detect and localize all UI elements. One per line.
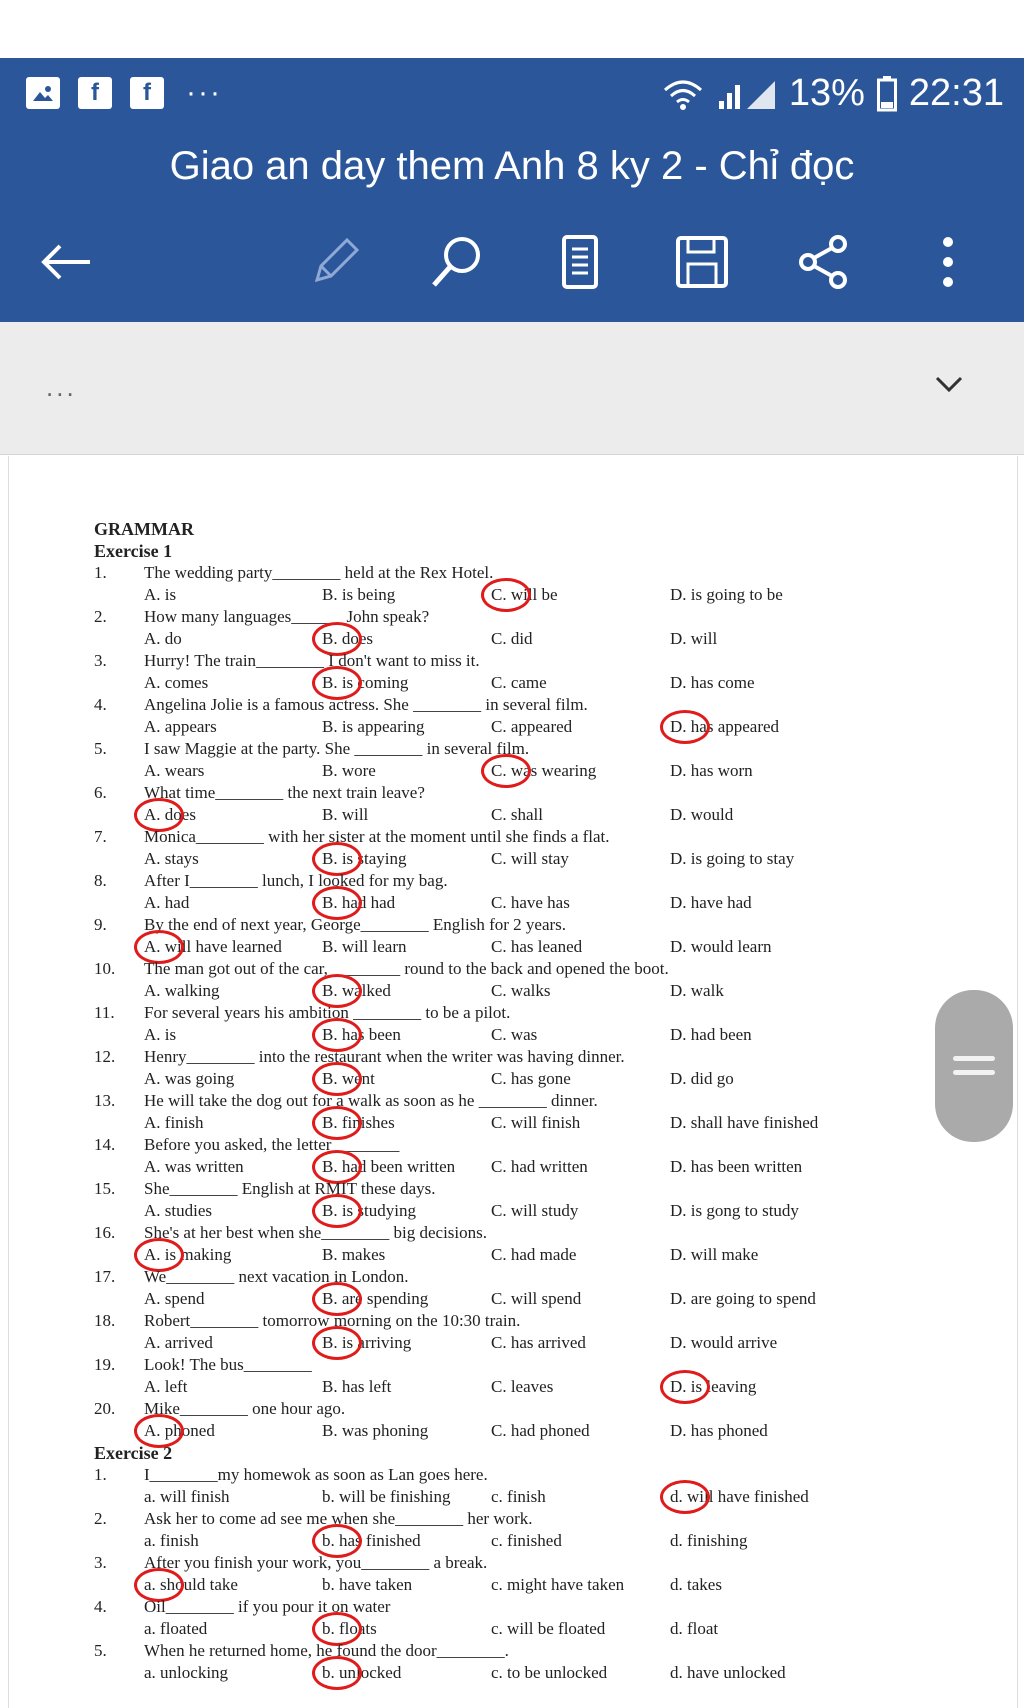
question-text: She's at her best when she________ big decisions.	[144, 1223, 488, 1242]
answer-option: C. shall	[491, 805, 543, 824]
question-number: 2.	[94, 607, 107, 626]
answer-option: B. wore	[322, 761, 376, 780]
question-number: 12.	[94, 1047, 116, 1066]
answer-option: C. will finish	[491, 1113, 581, 1132]
section-heading: GRAMMAR	[94, 519, 194, 539]
exercise-2-title: Exercise 2	[94, 1443, 173, 1463]
question	[94, 1552, 934, 1574]
answer-options	[94, 672, 934, 694]
answer-options	[94, 980, 934, 1002]
answer-option: D. has worn	[670, 761, 753, 780]
document-content	[94, 518, 934, 1684]
question	[94, 1046, 934, 1068]
answer-option: C. has gone	[491, 1069, 571, 1088]
answer-option: B. has left	[322, 1377, 392, 1396]
answer-options	[94, 936, 934, 958]
answer-options	[94, 1332, 934, 1354]
question-text: What time________ the next train leave?	[144, 783, 425, 802]
question	[94, 914, 934, 936]
answer-option: C. will stay	[491, 849, 569, 868]
exercise-1-title: Exercise 1	[94, 541, 173, 561]
question-text: Henry________ into the restaurant when the writer was having dinner.	[144, 1047, 625, 1066]
answer-option: B. had been written	[322, 1157, 456, 1176]
answer-option: D. would learn	[670, 937, 772, 956]
answer-options	[94, 1200, 934, 1222]
question	[94, 694, 934, 716]
answer-options	[94, 1530, 934, 1552]
answer-option: A. finish	[144, 1113, 204, 1132]
grip-line	[953, 1070, 995, 1075]
question-text: I saw Maggie at the party. She ________ in several film.	[144, 739, 530, 758]
question	[94, 562, 934, 584]
answer-option: A. was going	[144, 1069, 235, 1088]
answer-option: C. was	[491, 1025, 538, 1044]
answer-option: a. will finish	[144, 1487, 230, 1506]
save-icon	[674, 234, 730, 290]
answer-option: A. phoned	[144, 1421, 215, 1440]
answer-option: D. did go	[670, 1069, 734, 1088]
search-button[interactable]	[425, 230, 489, 294]
answer-option: C. had made	[491, 1245, 577, 1264]
answer-option: b. floats	[322, 1619, 377, 1638]
exercise-2-list	[94, 1464, 934, 1684]
share-icon	[796, 234, 852, 290]
answer-options	[94, 1376, 934, 1398]
search-icon	[428, 233, 486, 291]
question-number: 7.	[94, 827, 107, 846]
question-text: Before you asked, the letter________	[144, 1135, 400, 1154]
answer-options	[94, 1244, 934, 1266]
answer-option: B. are spending	[322, 1289, 429, 1308]
question	[94, 1508, 934, 1530]
question	[94, 782, 934, 804]
answer-option: a. unlocking	[144, 1663, 229, 1682]
question	[94, 826, 934, 848]
answer-option: D. would arrive	[670, 1333, 778, 1352]
answer-option: D. would	[670, 805, 734, 824]
answer-option: B. walked	[322, 981, 391, 1000]
answer-option: A. comes	[144, 673, 209, 692]
answer-option: A. is	[144, 1025, 177, 1044]
system-status	[661, 72, 1004, 115]
question	[94, 1222, 934, 1244]
answer-option: A. walking	[144, 981, 220, 1000]
ribbon-collapsed-bar	[0, 322, 1024, 455]
answer-option: D. is going to be	[670, 585, 783, 604]
question-number: 2.	[94, 1509, 107, 1528]
question-text: Ask her to come ad see me when she________ her work.	[144, 1509, 533, 1528]
clock: 22:31	[908, 72, 1004, 114]
document-view-icon	[558, 233, 602, 291]
answer-option: C. appeared	[491, 717, 573, 736]
answer-options	[94, 1156, 934, 1178]
question-number: 6.	[94, 783, 107, 802]
answer-option: D. will make	[670, 1245, 759, 1264]
signal-icon	[717, 77, 777, 111]
expand-ribbon-button[interactable]	[934, 374, 964, 399]
answer-option: D. has come	[670, 673, 755, 692]
wifi-icon	[661, 76, 705, 112]
question-text: I________my homewok as soon as Lan goes here.	[144, 1465, 488, 1484]
answer-option: a. should take	[144, 1575, 238, 1594]
answer-option: B. is arriving	[322, 1333, 412, 1352]
answer-option: B. went	[322, 1069, 375, 1088]
question	[94, 1090, 934, 1112]
question-number: 18.	[94, 1311, 116, 1330]
answer-option: C. will study	[491, 1201, 579, 1220]
question-number: 5.	[94, 1641, 107, 1660]
question	[94, 1178, 934, 1200]
answer-option: A. do	[144, 629, 182, 648]
answer-options	[94, 1112, 934, 1134]
answer-option: c. will be floated	[491, 1619, 606, 1638]
answer-option: C. did	[491, 629, 533, 648]
question-text: Monica________ with her sister at the moment until she finds a flat.	[144, 827, 610, 846]
answer-option: C. had written	[491, 1157, 588, 1176]
question-number: 1.	[94, 1465, 107, 1484]
question	[94, 1354, 934, 1376]
answer-option: D. had been	[670, 1025, 752, 1044]
answer-option: b. will be finishing	[322, 1487, 451, 1506]
question-text: Mike________ one hour ago.	[144, 1399, 346, 1418]
answer-option: c. to be unlocked	[491, 1663, 608, 1682]
question-number: 3.	[94, 651, 107, 670]
answer-option: b. unlocked	[322, 1663, 402, 1682]
edit-button[interactable]	[303, 230, 367, 294]
question-number: 3.	[94, 1553, 107, 1572]
answer-option: B. is staying	[322, 849, 407, 868]
ribbon-more-button[interactable]: ...	[46, 372, 77, 402]
answer-option: A. is	[144, 585, 177, 604]
answer-option: B. has been	[322, 1025, 401, 1044]
question	[94, 1398, 934, 1420]
question	[94, 1134, 934, 1156]
answer-option: B. is being	[322, 585, 396, 604]
question	[94, 958, 934, 980]
question-text: He will take the dog out for a walk as soon as he ________ dinner.	[144, 1091, 598, 1110]
question	[94, 1596, 934, 1618]
answer-option: C. have has	[491, 893, 570, 912]
answer-option: D. is leaving	[670, 1377, 757, 1396]
document-title: Giao an day them Anh 8 ky 2 - Chỉ đọc	[169, 144, 855, 188]
question-number: 20.	[94, 1399, 116, 1418]
answer-option: b. has finished	[322, 1531, 421, 1550]
question	[94, 1310, 934, 1332]
answer-option: A. spend	[144, 1289, 205, 1308]
answer-options	[94, 804, 934, 826]
answer-option: A. will have learned	[144, 937, 282, 956]
question-number: 5.	[94, 739, 107, 758]
question-text: How many languages______ John speak?	[144, 607, 430, 626]
image-icon	[26, 77, 60, 109]
answer-option: D. has appeared	[670, 717, 780, 736]
more-options-button[interactable]	[916, 230, 980, 294]
answer-option: D. has been written	[670, 1157, 803, 1176]
question	[94, 870, 934, 892]
share-button[interactable]	[792, 230, 856, 294]
answer-option: B. was phoning	[322, 1421, 429, 1440]
app-toolbar	[0, 200, 1024, 322]
question-text: After I________ lunch, I looked for my bag.	[144, 871, 448, 890]
answer-options	[94, 628, 934, 650]
answer-option: B. is appearing	[322, 717, 425, 736]
question-text: By the end of next year, George________ English for 2 years.	[144, 915, 567, 934]
question-text: Angelina Jolie is a famous actress. She ________ in several film.	[144, 695, 588, 714]
question-text: For several years his ambition ________ to be a pilot.	[144, 1003, 511, 1022]
answer-options	[94, 1618, 934, 1640]
grip-line	[953, 1056, 995, 1061]
question-text: Hurry! The train________ I don't want to miss it.	[144, 651, 480, 670]
answer-options	[94, 1662, 934, 1684]
question-number: 1.	[94, 563, 107, 582]
answer-option: b. have taken	[322, 1575, 413, 1594]
question-text: After you finish your work, you________ a break.	[144, 1553, 488, 1572]
answer-option: B. makes	[322, 1245, 386, 1264]
exercise-1-list	[94, 562, 934, 1442]
answer-option: A. studies	[144, 1201, 212, 1220]
question	[94, 1640, 934, 1662]
answer-options	[94, 1068, 934, 1090]
answer-option: D. are going to spend	[670, 1289, 816, 1308]
back-icon	[38, 242, 94, 282]
question	[94, 650, 934, 672]
answer-option: d. float	[670, 1619, 719, 1638]
question-number: 4.	[94, 1597, 107, 1616]
answer-option: c. finished	[491, 1531, 562, 1550]
question-number: 16.	[94, 1223, 116, 1242]
fast-scroll-handle[interactable]	[935, 990, 1013, 1142]
save-button[interactable]	[670, 230, 734, 294]
answer-option: A. arrived	[144, 1333, 213, 1352]
question-number: 13.	[94, 1091, 116, 1110]
answer-options	[94, 716, 934, 738]
question-number: 11.	[94, 1003, 115, 1022]
chevron-down-icon	[934, 374, 964, 394]
battery-percent: 13%	[788, 72, 865, 114]
answer-options	[94, 1574, 934, 1596]
question-number: 10.	[94, 959, 116, 978]
facebook-icon: f	[78, 77, 112, 109]
facebook-icon: f	[130, 77, 164, 109]
question	[94, 738, 934, 760]
answer-option: B. will	[322, 805, 369, 824]
answer-option: C. walks	[491, 981, 551, 1000]
answer-option: B. does	[322, 629, 373, 648]
question	[94, 1002, 934, 1024]
answer-option: D. is going to stay	[670, 849, 795, 868]
question-text: She________ English at RMIT these days.	[144, 1179, 436, 1198]
question	[94, 606, 934, 628]
answer-option: C. came	[491, 673, 547, 692]
question	[94, 1464, 934, 1486]
answer-option: B. will learn	[322, 937, 407, 956]
answer-option: a. floated	[144, 1619, 208, 1638]
more-notifications: ···	[186, 76, 222, 109]
answer-option: c. finish	[491, 1487, 546, 1506]
answer-option: A. left	[144, 1377, 188, 1396]
answer-option: C. leaves	[491, 1377, 554, 1396]
answer-options	[94, 760, 934, 782]
answer-option: a. finish	[144, 1531, 199, 1550]
answer-option: D. shall have finished	[670, 1113, 819, 1132]
answer-option: C. has arrived	[491, 1333, 586, 1352]
answer-option: B. is studying	[322, 1201, 416, 1220]
notification-icons	[26, 76, 222, 110]
question-text: The wedding party________ held at the Rex Hotel.	[144, 563, 494, 582]
question-text: Oil________ if you pour it on water	[144, 1597, 391, 1616]
question-number: 14.	[94, 1135, 116, 1154]
question-text: Look! The bus________	[144, 1355, 312, 1374]
answer-options	[94, 848, 934, 870]
more-vertical-icon	[938, 234, 958, 290]
answer-options	[94, 1024, 934, 1046]
answer-options	[94, 1288, 934, 1310]
answer-options	[94, 892, 934, 914]
answer-option: d. have unlocked	[670, 1663, 786, 1682]
answer-options	[94, 584, 934, 606]
answer-option: A. does	[144, 805, 196, 824]
answer-option: A. wears	[144, 761, 205, 780]
answer-option: D. is gong to study	[670, 1201, 799, 1220]
answer-option: d. will have finished	[670, 1487, 809, 1506]
answer-option: C. will be	[491, 585, 558, 604]
answer-option: D. have had	[670, 893, 752, 912]
answer-option: D. has phoned	[670, 1421, 768, 1440]
answer-option: d. finishing	[670, 1531, 748, 1550]
answer-option: B. had had	[322, 893, 396, 912]
answer-option: C. has leaned	[491, 937, 583, 956]
question	[94, 1266, 934, 1288]
back-button[interactable]	[34, 230, 98, 294]
battery-icon	[877, 76, 897, 112]
question-number: 15.	[94, 1179, 116, 1198]
question-number: 17.	[94, 1267, 116, 1286]
answer-option: c. might have taken	[491, 1575, 625, 1594]
answer-option: C. had phoned	[491, 1421, 590, 1440]
answer-option: B. is coming	[322, 673, 409, 692]
answer-option: D. walk	[670, 981, 724, 1000]
answer-option: A. stays	[144, 849, 199, 868]
answer-options	[94, 1420, 934, 1442]
answer-option: A. had	[144, 893, 190, 912]
question-text: The man got out of the car, ________ round to the back and opened the boot.	[144, 959, 669, 978]
answer-option: A. appears	[144, 717, 217, 736]
question-number: 19.	[94, 1355, 116, 1374]
question-text: Robert________ tomorrow morning on the 10:30 train.	[144, 1311, 521, 1330]
question-number: 9.	[94, 915, 107, 934]
question-number: 8.	[94, 871, 107, 890]
question-number: 4.	[94, 695, 107, 714]
answer-option: C. will spend	[491, 1289, 582, 1308]
status-bar	[0, 58, 1024, 138]
answer-option: D. will	[670, 629, 718, 648]
answer-option: A. is making	[144, 1245, 232, 1264]
question-text: We________ next vacation in London.	[144, 1267, 409, 1286]
answer-option: C. was wearing	[491, 761, 597, 780]
reading-view-button[interactable]	[548, 230, 612, 294]
answer-option: A. was written	[144, 1157, 244, 1176]
question-text: When he returned home, he found the door________.	[144, 1641, 509, 1660]
answer-option: d. takes	[670, 1575, 722, 1594]
pencil-icon	[307, 234, 363, 290]
answer-option: B. finishes	[322, 1113, 395, 1132]
answer-options	[94, 1486, 934, 1508]
